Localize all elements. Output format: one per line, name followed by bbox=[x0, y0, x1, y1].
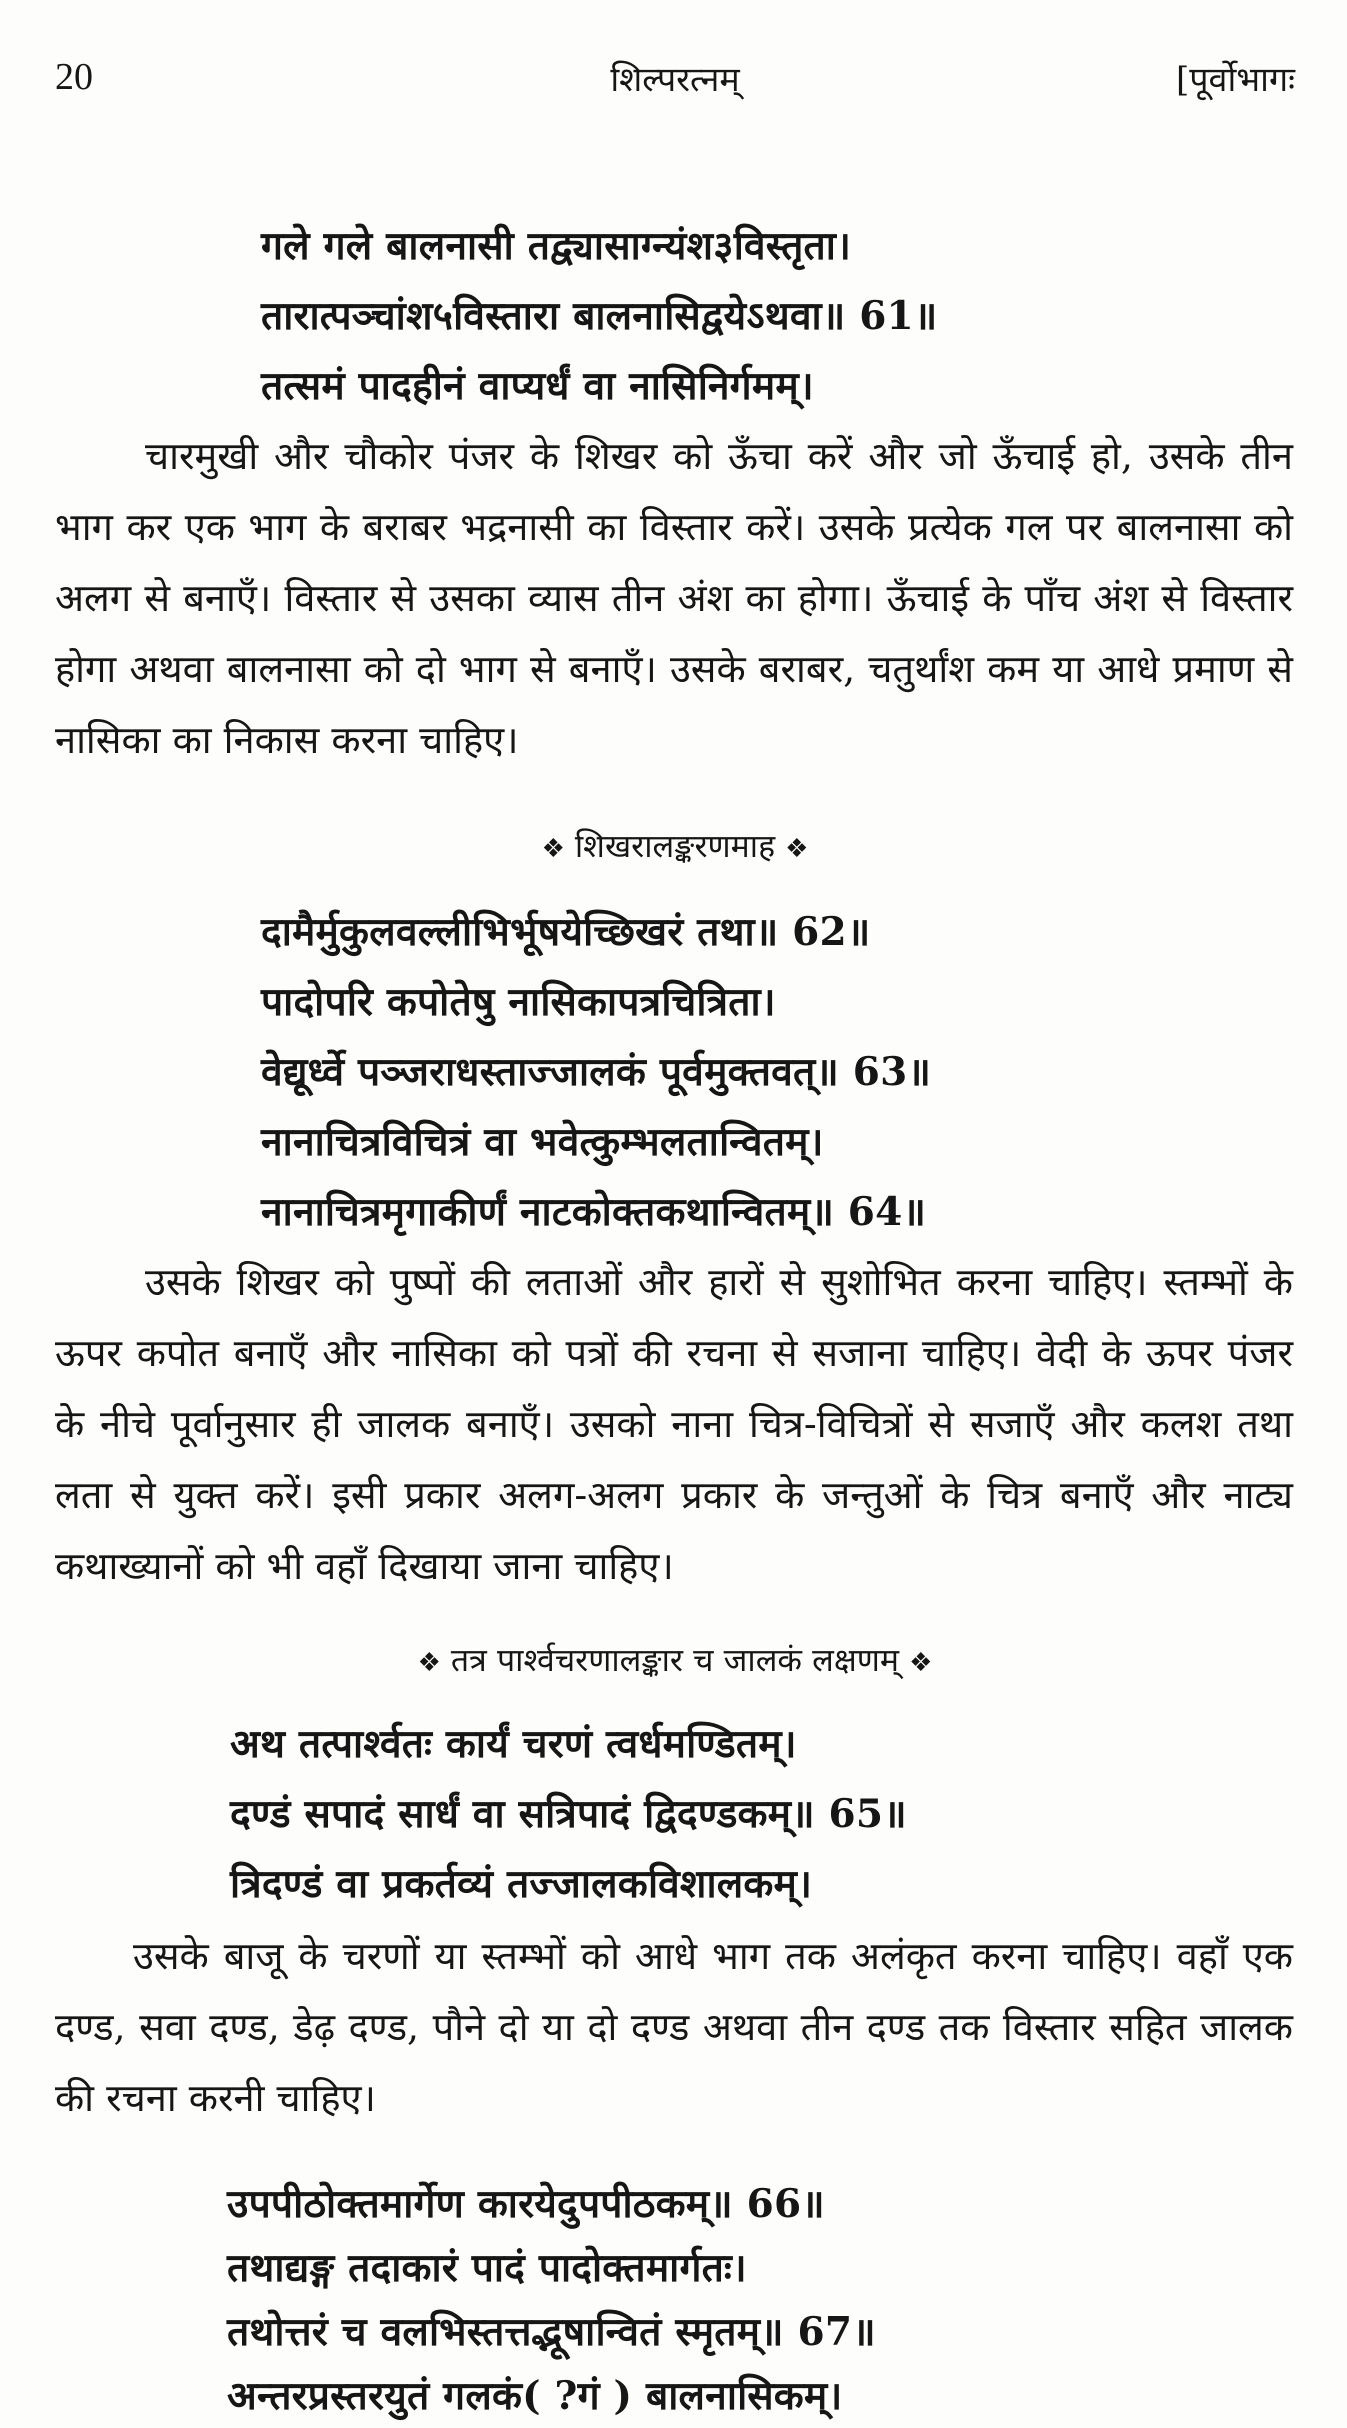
diamond-ornament-icon: ❖ bbox=[541, 834, 565, 864]
verse-line: दण्डं सपादं सार्धं वा सत्रिपादं द्विदण्डकम्॥ 65॥ bbox=[230, 1791, 907, 1837]
verse-line: अथ तत्पार्श्वतः कार्यं चरणं त्वर्धमण्डितम्। bbox=[230, 1721, 797, 1767]
diamond-ornament-icon: ❖ bbox=[417, 1648, 441, 1678]
page-number: 20 bbox=[55, 56, 93, 98]
translation-paragraph-1: चारमुखी और चौकोर पंजर के शिखर को ऊँचा करें और जो ऊँचाई हो, उसके तीन भाग कर एक भाग के बराबर भद्रनासी का विस्तार करें। उसके प्रत्येक गल पर बालनासा को अलग से बनाएँ। विस्तार से उसका व्यास तीन अंश का होगा। ऊँचाई के पाँच अंश से विस्तार होगा अथवा बालनासा को दो भाग से बनाएँ। उसके बराबर, चतुर्थांश कम या आधे प्रमाण से नासिका का निकास करना चाहिए। bbox=[55, 434, 1293, 762]
section-heading-text: शिखरालङ्करणमाह bbox=[574, 827, 776, 865]
book-title: शिल्परत्नम् bbox=[610, 60, 740, 100]
verse-line: दामैर्मुकुलवल्लीभिर्भूषयेच्छिखरं तथा॥ 62॥ bbox=[261, 909, 871, 955]
verse-line: उपपीठोक्तमार्गेण कारयेदुपपीठकम्॥ 66॥ bbox=[227, 2181, 825, 2227]
verse-line: तत्समं पादहीनं वाप्यर्धं वा नासिनिर्गमम्। bbox=[261, 363, 814, 409]
running-header bbox=[55, 55, 1295, 115]
verse-line: तथाद्यङ्ग तदाकारं पादं पादोक्तमार्गतः। bbox=[227, 2245, 747, 2291]
diamond-ornament-icon: ❖ bbox=[785, 834, 809, 864]
section-heading-text: तत्र पार्श्वचरणालङ्कार च जालकं लक्षणम् bbox=[450, 1641, 900, 1679]
verse-block-2 bbox=[261, 897, 1255, 1247]
verse-line: तथोत्तरं च वलभिस्तत्तद्भूषान्वितं स्मृतम्॥ 67॥ bbox=[227, 2309, 876, 2355]
verse-line: त्रिदण्डं वा प्रकर्तव्यं तज्जालकविशालकम्। bbox=[230, 1861, 813, 1907]
verse-line: पादोपरि कपोतेषु नासिकापत्रचित्रिता। bbox=[261, 979, 776, 1025]
verse-block-3 bbox=[230, 1709, 1255, 1919]
verse-line: नानाचित्रविचित्रं वा भवेत्कुम्भलतान्वितम्। bbox=[261, 1119, 824, 1165]
diamond-ornament-icon: ❖ bbox=[909, 1648, 933, 1678]
verse-block-4 bbox=[227, 2172, 1255, 2428]
verse-line: वेद्यूर्ध्वे पञ्जराधस्ताज्जालकं पूर्वमुक्तवत्॥ 63॥ bbox=[261, 1049, 932, 1095]
verse-line: अन्तरप्रस्तरयुतं गलकं( ?गं ) बालनासिकम्। bbox=[227, 2373, 843, 2419]
translation-paragraph-2: उसके शिखर को पुष्पों की लताओं और हारों से सुशोभित करना चाहिए। स्तम्भों के ऊपर कपोत बनाएँ और नासिका को पत्रों की रचना से सजाना चाहिए। वेदी के ऊपर पंजर के नीचे पूर्वानुसार ही जालक बनाएँ। उसको नाना चित्र-विचित्रों से सजाएँ और कलश तथा लता से युक्त करें। इसी प्रकार अलग-अलग प्रकार के जन्तुओं के चित्र बनाएँ और नाट्य कथाख्यानों को भी वहाँ दिखाया जाना चाहिए। bbox=[55, 1260, 1293, 1588]
verse-line: गले गले बालनासी तद्व्यासाग्न्यंश३विस्तृता। bbox=[261, 223, 852, 269]
section-heading-parshva-charan bbox=[55, 1640, 1295, 1683]
section-heading-shikhar-alankaran bbox=[55, 826, 1295, 869]
verse-block-1 bbox=[261, 211, 1255, 421]
section-name: [पूर्वोभागः bbox=[1175, 60, 1295, 100]
verse-line: नानाचित्रमृगाकीर्णं नाटकोक्तकथान्वितम्॥ 64॥ bbox=[261, 1189, 927, 1235]
verse-line: तारात्पञ्चांश५विस्तारा बालनासिद्वयेऽथवा॥ 61॥ bbox=[261, 293, 938, 339]
translation-paragraph-3: उसके बाजू के चरणों या स्तम्भों को आधे भाग तक अलंकृत करना चाहिए। वहाँ एक दण्ड, सवा दण्ड, डेढ़ दण्ड, पौने दो या दो दण्ड अथवा तीन दण्ड तक विस्तार सहित जालक की रचना करनी चाहिए। bbox=[55, 1934, 1293, 2120]
